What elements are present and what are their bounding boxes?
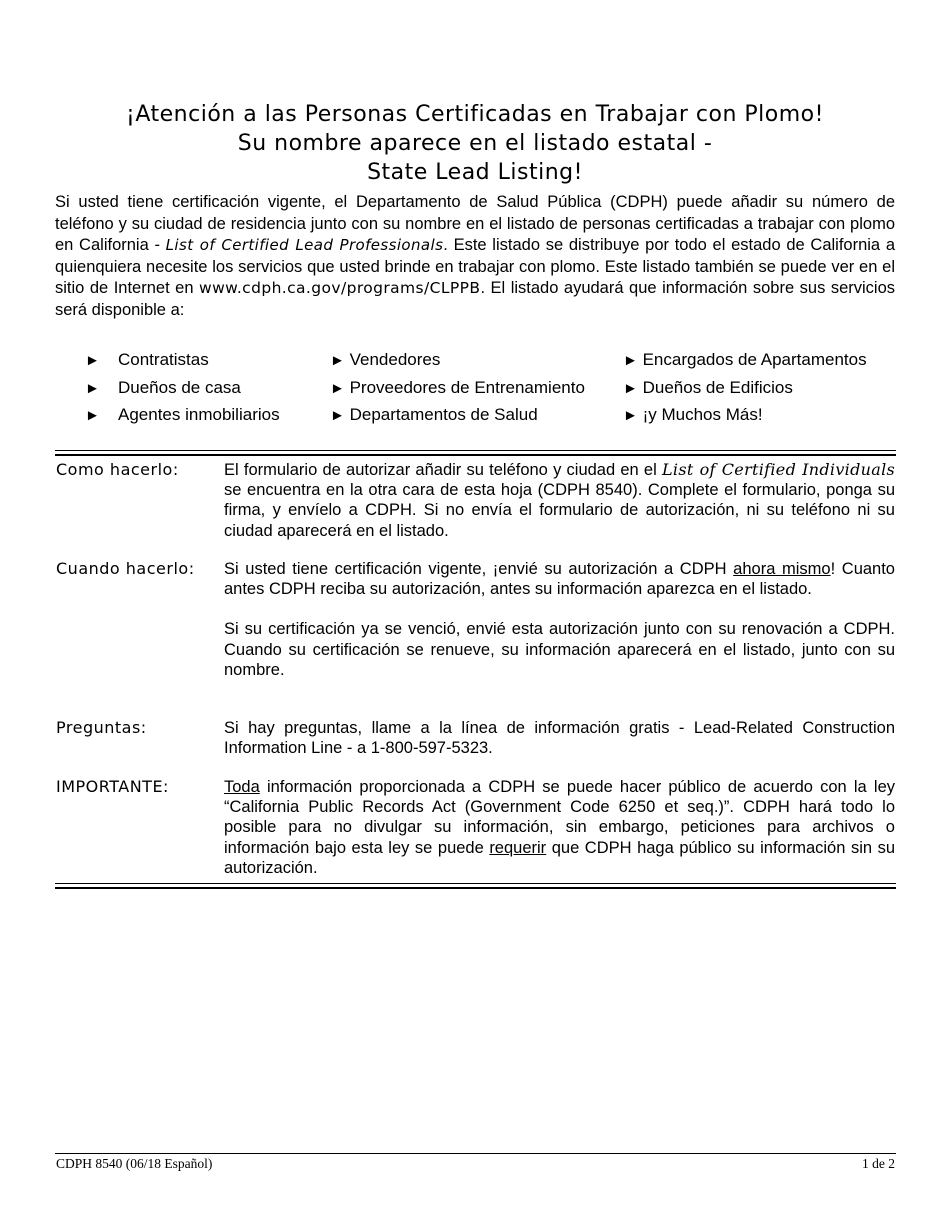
bullet-item: [85, 350, 209, 370]
arrow-icon: ►: [330, 352, 345, 369]
bullet-label: Agentes inmobiliarios: [118, 405, 280, 424]
bullet-label: Departamentos de Salud: [349, 405, 538, 424]
page-title: [55, 100, 895, 187]
bullet-item: [623, 405, 763, 425]
page-number: 1 de 2: [862, 1156, 895, 1171]
bullet-label: Dueños de Edificios: [642, 377, 793, 397]
bullet-item: [85, 405, 280, 425]
bullet-item: [330, 405, 538, 425]
bottom-double-divider: [55, 883, 896, 889]
section-label: Preguntas:: [56, 718, 147, 737]
section-label: Como hacerlo:: [56, 460, 179, 479]
title-line-3: State Lead Listing!: [367, 160, 583, 185]
bullet-item: [85, 377, 241, 398]
intro-text-1: Si usted tiene certificación vigente, el Departamento de Salud Pública (CDPH) puede añadir su número de teléfono y su ciudad de residencia junto con su nombre en el listado de personas certificadas a trabajar con plomo en California -: [55, 193, 895, 254]
bullet-label: Encargados de Apartamentos: [642, 350, 867, 369]
section-label: IMPORTANTE:: [56, 777, 169, 796]
bullet-label: Vendedores: [349, 350, 441, 369]
bullet-item: [330, 350, 440, 370]
arrow-icon: ►: [85, 407, 100, 424]
italic-list-name: List of Certified Individuals: [662, 460, 895, 479]
bullet-row: [85, 405, 905, 433]
title-line-1: ¡Atención a las Personas Certificadas en Trabajar con Plomo!: [126, 102, 824, 127]
footer-divider: [55, 1153, 896, 1154]
text-run: información proporcionada a CDPH se puede hacer público de acuerdo con la ley “California Public Records Act (Government Code 6250 et seq.)”. CDPH hará todo lo posible para no divulgar su información, sin embargo, peticiones para archivos o información bajo esta ley se puede: [224, 778, 895, 857]
arrow-icon: ►: [330, 379, 345, 397]
underlined-text: requerir: [489, 838, 547, 857]
title-line-2: Su nombre aparece en el listado estatal -: [237, 131, 713, 156]
bullet-label: Contratistas: [118, 350, 209, 369]
bullet-label: Dueños de casa: [118, 377, 241, 397]
text-run: Si usted tiene certificación vigente, ¡envié su autorización a CDPH: [224, 560, 734, 578]
list-name: List of Certified Lead Professionals: [165, 236, 444, 254]
text-run: El formulario de autorizar añadir su teléfono y ciudad en el: [224, 461, 662, 479]
section-text: [224, 559, 895, 700]
intro-text-3: . El listado ayudará que información sobre sus servicios será disponible a:: [55, 279, 896, 319]
arrow-icon: ►: [85, 352, 100, 369]
bullet-row: [85, 350, 905, 378]
section-text: [224, 777, 895, 878]
section-label: Cuando hacerlo:: [56, 559, 195, 578]
text-run: ! Cuanto antes CDPH reciba su autorización, antes su información aparezca en el listado.: [224, 560, 895, 599]
underlined-text: Toda: [224, 778, 260, 796]
audience-bullet-list: [85, 350, 905, 433]
intro-text-2: . Este listado se distribuye por todo el estado de California a quienquiera necesite los servicios que usted brinde en trabajar con plomo. Este listado también se puede ver en el sitio de Internet en: [55, 236, 895, 297]
website-url: www.cdph.ca.gov/programs/CLPPB: [199, 279, 481, 297]
section-text: Si hay preguntas, llame a la línea de información gratis - Lead-Related Construction Information Line - a 1-800-597-5323.: [224, 719, 895, 758]
arrow-icon: ►: [623, 407, 638, 424]
arrow-icon: ►: [85, 379, 100, 397]
intro-paragraph: [55, 192, 895, 321]
paragraph: [224, 559, 895, 599]
section-text: [224, 460, 895, 541]
bullet-item: [623, 350, 867, 370]
bullet-label: Proveedores de Entrenamiento: [349, 377, 585, 397]
arrow-icon: ►: [623, 379, 638, 397]
top-double-divider: [55, 450, 896, 456]
bullet-item: [623, 378, 793, 398]
arrow-icon: ►: [330, 407, 345, 424]
underlined-text: ahora mismo: [733, 560, 831, 578]
bullet-row: [85, 378, 905, 406]
bullet-item: [330, 378, 585, 398]
bullet-label: ¡y Muchos Más!: [642, 405, 763, 424]
form-id: CDPH 8540 (06/18 Español): [56, 1156, 213, 1171]
text-run: que CDPH haga público su información sin su autorización.: [224, 838, 895, 877]
paragraph: Si su certificación ya se venció, envié esta autorización junto con su renovación a CDPH. Cuando su certificación se renueve, su información aparecerá en el listado, junto con su nombre.: [224, 620, 895, 679]
text-run: se encuentra en la otra cara de esta hoja (CDPH 8540). Complete el formulario, ponga su firma, y envíelo a CDPH. Si no envía el formulario de autorización, ni su teléfono ni su ciudad aparecerá en el listado.: [224, 481, 895, 540]
arrow-icon: ►: [623, 352, 638, 369]
